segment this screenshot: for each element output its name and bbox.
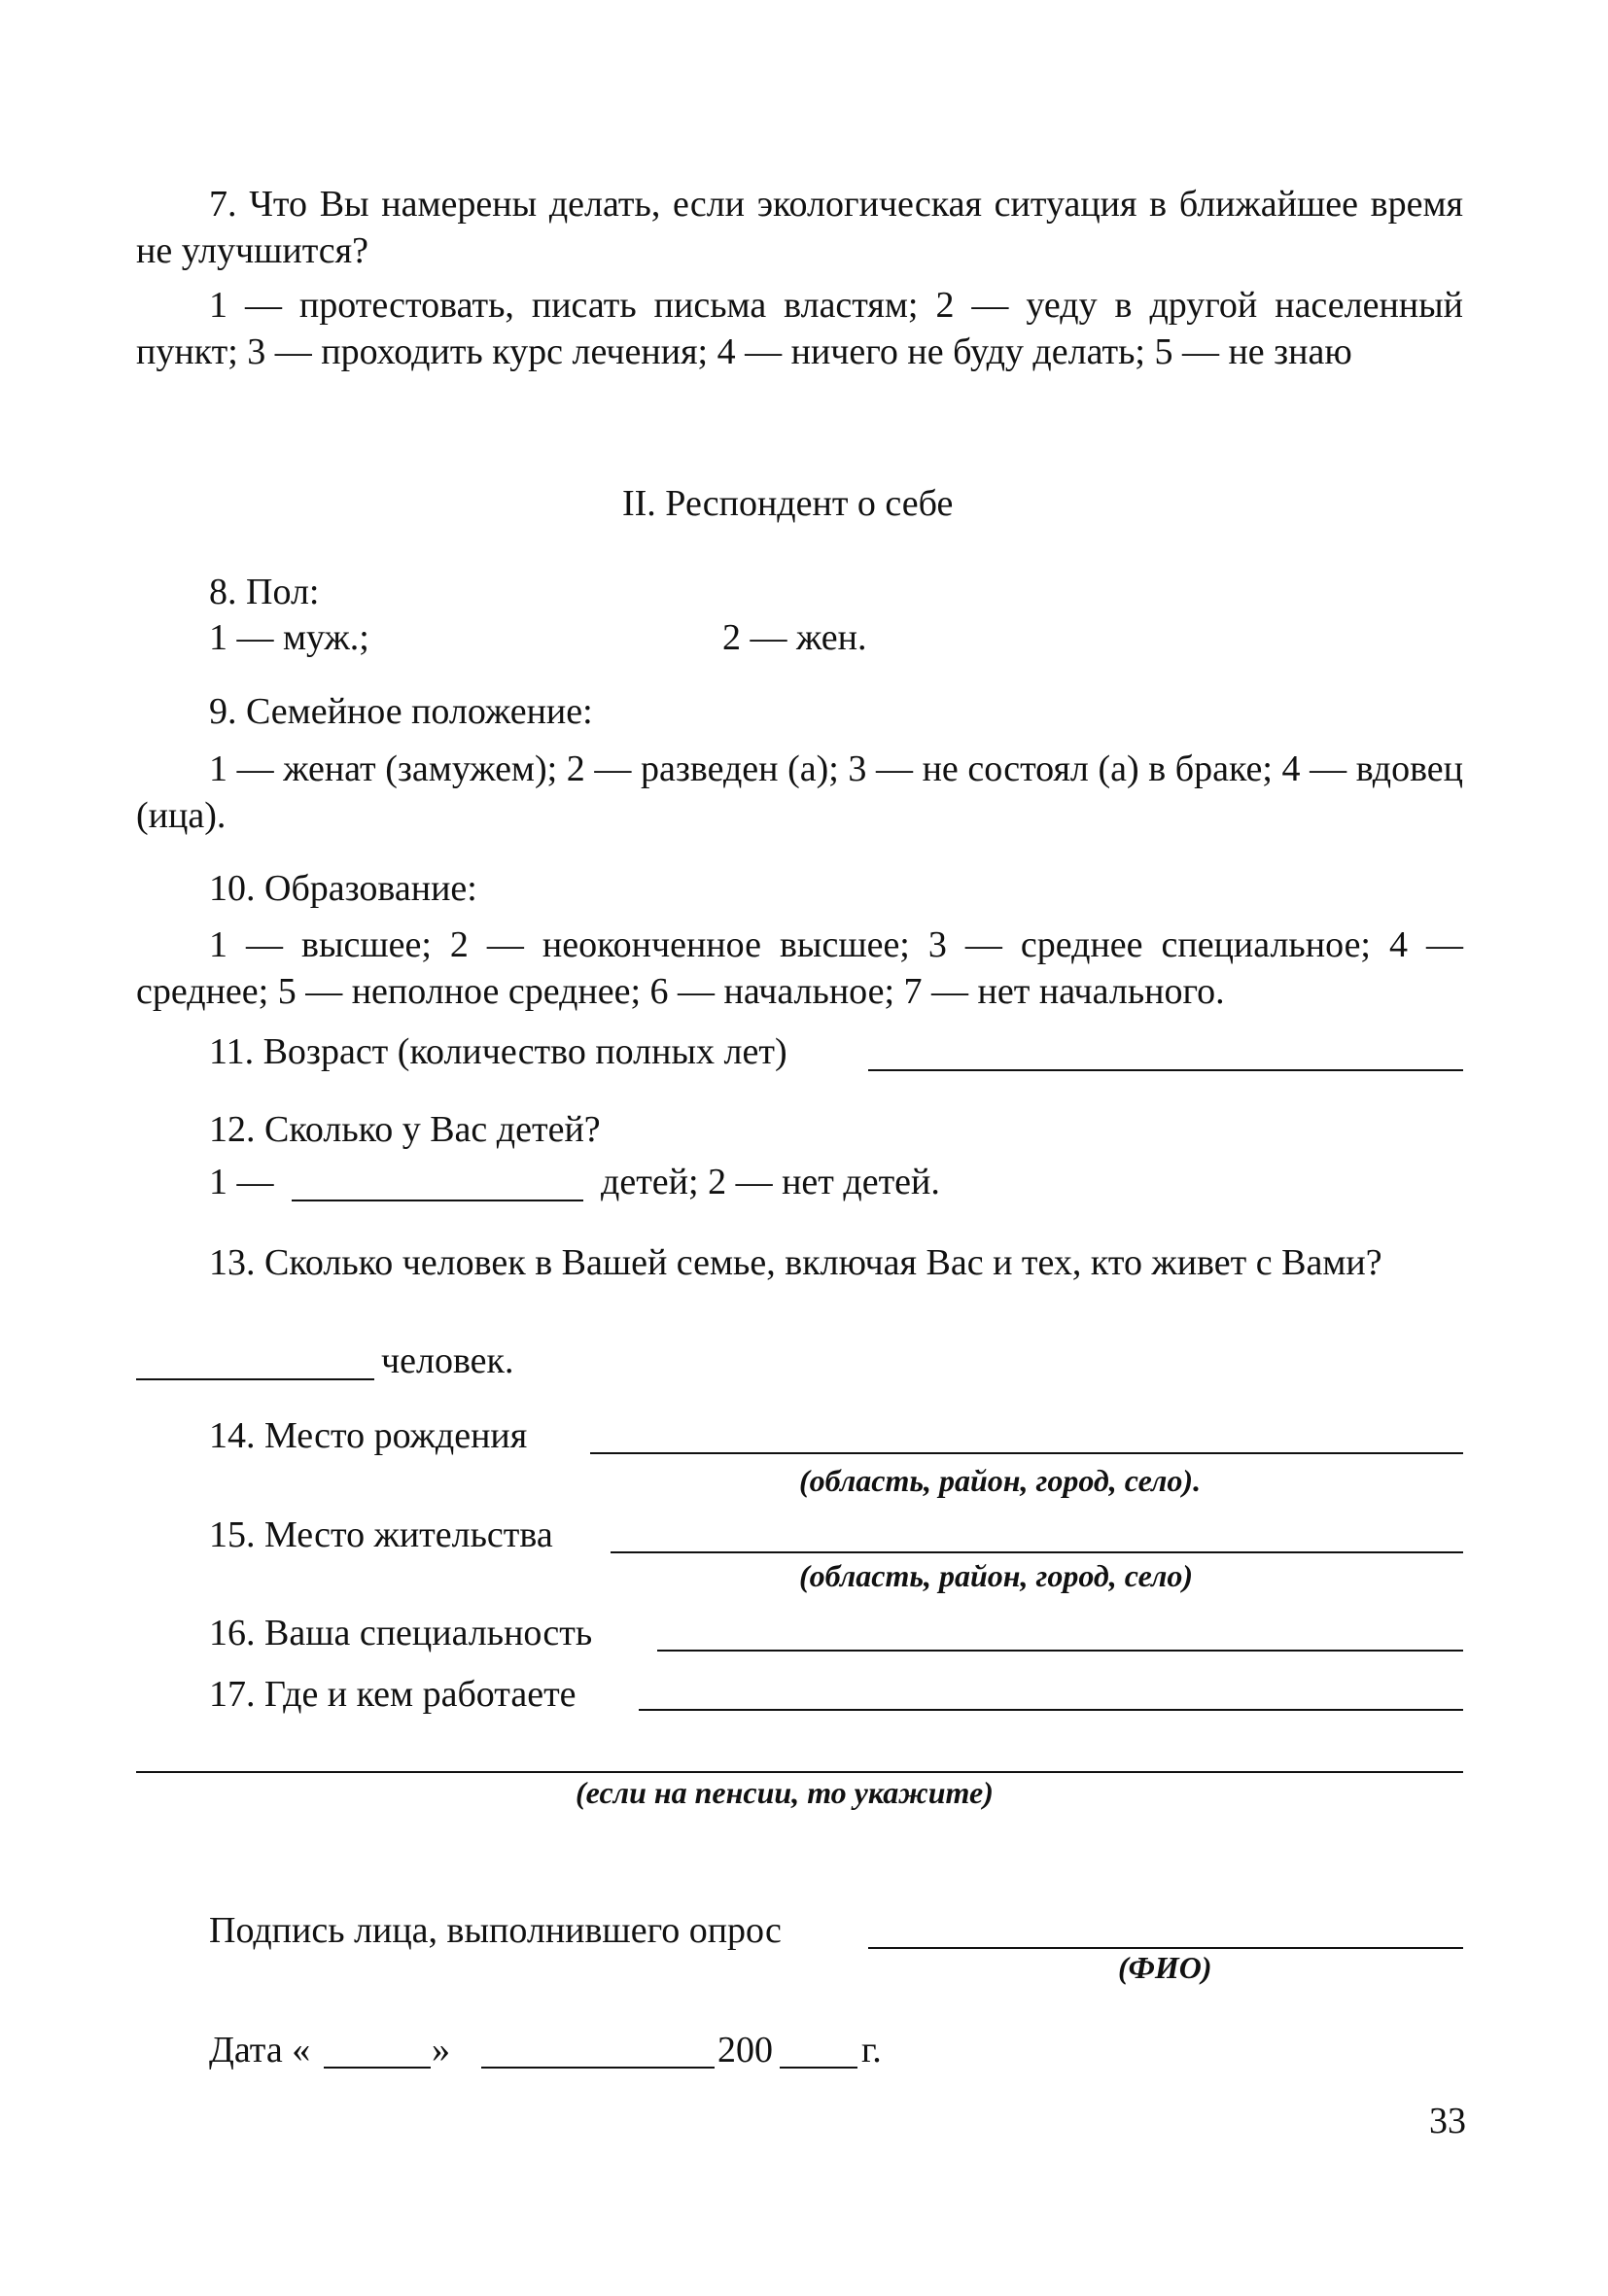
q17-question: 17. Где и кем работаете [209, 1674, 577, 1715]
date-label: Дата « [209, 2030, 311, 2070]
q13-question [136, 1239, 1463, 1286]
q9-options-text: 1 — женат (замужем); 2 — разведен (а); 3 — не состоял (а) в браке; 4 — вдовец (ица). [136, 748, 1463, 836]
q16-specialty-field[interactable] [657, 1650, 1463, 1652]
q7-options-text: 1 — протестовать, писать письма властям; 2 — уеду в другой населенный пункт; 3 — проходить курс лечения; 4 — ничего не буду делать; 5 — не знаю [136, 285, 1463, 372]
date-close-quote: » [432, 2030, 450, 2070]
q15-question: 15. Место жительства [209, 1514, 553, 1555]
date-year-prefix: 200 [717, 2030, 773, 2070]
q7-question-text: 7. Что Вы намерены делать, если экологическая ситуация в ближайшее время не улучшится? [136, 184, 1463, 271]
q9-options [136, 746, 1463, 839]
q9-question: 9. Семейное положение: [209, 691, 593, 732]
q8-option-male: 1 — муж.; [209, 617, 369, 658]
q11-question: 11. Возраст (количество полных лет) [209, 1031, 787, 1072]
q12-prefix: 1 — [209, 1162, 274, 1202]
section-title: II. Респондент о себе [622, 483, 954, 524]
q13-family-size-field[interactable] [136, 1378, 374, 1380]
q8-option-female: 2 — жен. [722, 617, 867, 658]
date-day-field[interactable] [324, 2067, 431, 2069]
q7-question [136, 181, 1463, 274]
q17-workplace-field[interactable] [639, 1709, 1463, 1711]
q14-hint: (область, район, город, село). [799, 1463, 1202, 1498]
q17-hint: (если на пенсии, то укажите) [576, 1775, 994, 1810]
q10-question: 10. Образование: [209, 868, 477, 909]
q14-birthplace-field[interactable] [590, 1452, 1463, 1454]
date-year-suffix: г. [861, 2030, 882, 2070]
q12-question: 12. Сколько у Вас детей? [209, 1109, 601, 1150]
page-number: 33 [1429, 2101, 1466, 2141]
q11-age-field[interactable] [868, 1069, 1463, 1071]
q10-options [136, 922, 1463, 1015]
q16-question: 16. Ваша специальность [209, 1613, 593, 1653]
q13-question-text: 13. Сколько человек в Вашей семье, включая Вас и тех, кто живет с Вами? [209, 1242, 1382, 1283]
signature-field[interactable] [868, 1947, 1463, 1949]
date-month-field[interactable] [481, 2067, 715, 2069]
q12-children-count-field[interactable] [292, 1200, 583, 1201]
q14-question: 14. Место рождения [209, 1415, 528, 1456]
signature-label: Подпись лица, выполнившего опрос [209, 1910, 782, 1951]
q10-options-text: 1 — высшее; 2 — неоконченное высшее; 3 — среднее специальное; 4 — среднее; 5 — неполное среднее; 6 — начальное; 7 — нет начального. [136, 924, 1463, 1012]
q15-residence-field[interactable] [611, 1551, 1463, 1553]
q7-options [136, 282, 1463, 375]
q17-workplace-field-continued[interactable] [136, 1771, 1463, 1773]
q12-suffix: детей; 2 — нет детей. [601, 1162, 940, 1202]
q8-question: 8. Пол: [209, 572, 320, 612]
signature-hint: (ФИО) [1118, 1950, 1212, 1985]
date-year-field[interactable] [780, 2067, 857, 2069]
q13-suffix: человек. [381, 1340, 514, 1381]
q15-hint: (область, район, город, село) [799, 1558, 1194, 1593]
